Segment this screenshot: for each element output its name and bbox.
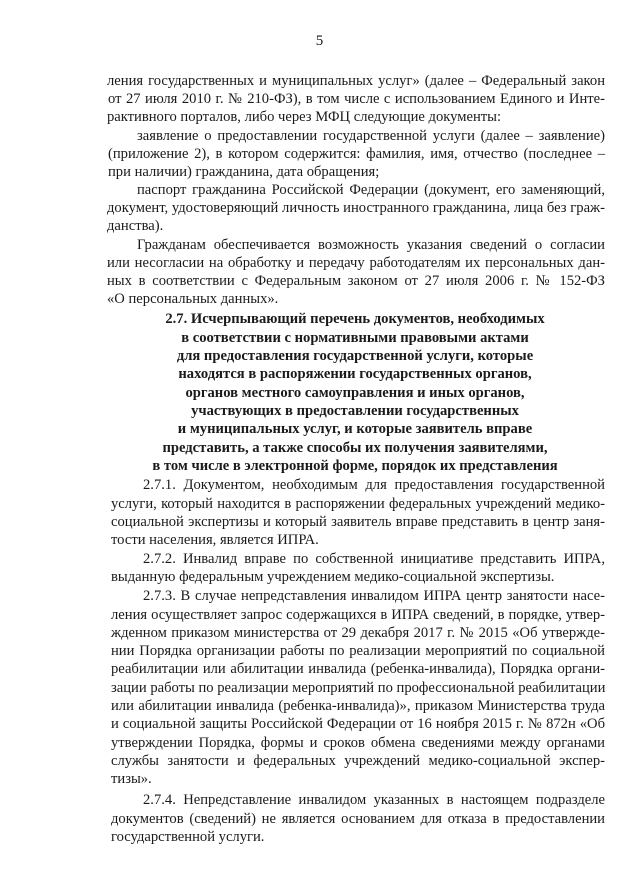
text-line: ных в соответствии с Федеральным законом от 27 июля 2006 г. № 152-ФЗ xyxy=(107,273,605,289)
text-line: 2.7.3. В случае непредставления инвалидом ИПРА центр занятости насе- xyxy=(143,588,605,604)
text-line: жденном приказом министерства от 29 декабря 2017 г. № 2015 «Об утвержде- xyxy=(111,625,605,641)
section-heading-line: находятся в распоряжении государственных органов, xyxy=(178,366,532,382)
text-line: 2.7.1. Документом, необходимым для предоставления государственной xyxy=(143,477,605,493)
section-heading-line: в том числе в электронной форме, порядок их представления xyxy=(152,458,558,474)
section-heading-line: и муниципальных услуг, и которые заявитель вправе xyxy=(177,421,533,437)
text-line: документов (сведений) не является основанием для отказа в предоставлении xyxy=(111,811,605,827)
section-heading-line: участвующих в предоставлении государственных xyxy=(191,403,519,419)
text-line: или абилитации инвалида (ребенка-инвалида)», приказом Министерства труда xyxy=(111,698,605,714)
text-line: заявление о предоставлении государственной услуги (далее – заявление) xyxy=(137,128,605,144)
text-line: социальной экспертизы и который заявитель вправе представить в центр заня- xyxy=(111,514,605,530)
text-line: тизы». xyxy=(111,771,152,787)
section-heading-line: органов местного самоуправления и иных органов, xyxy=(185,385,525,401)
text-line: данства). xyxy=(107,218,164,234)
text-line: или несогласии на обработку и передачу работодателям их персональных дан- xyxy=(107,255,605,271)
text-line: Гражданам обеспечивается возможность указания сведений о согласии xyxy=(137,237,605,253)
text-line: паспорт гражданина Российской Федерации (документ, его заменяющий, xyxy=(137,182,605,198)
text-line: реабилитации или абилитации инвалида (ребенка-инвалида), Порядка органи- xyxy=(111,661,605,677)
text-line: тости населения, является ИПРА. xyxy=(111,532,319,548)
page-number: 5 xyxy=(315,33,324,49)
section-heading-line: 2.7. Исчерпывающий перечень документов, необходимых xyxy=(165,311,545,327)
text-line: государственной услуги. xyxy=(111,829,265,845)
text-line: «О персональных данных». xyxy=(107,291,279,307)
text-line: и социальной защиты Российской Федерации от 16 ноября 2015 г. № 872н «Об xyxy=(111,716,605,732)
text-line: нии Порядка организации работы по реализации мероприятий по социальной xyxy=(111,643,605,659)
text-line: рактивного порталов, либо через МФЦ следующие документы: xyxy=(107,109,502,125)
text-line: утверждении Порядка, формы и сроков обмена сведениями между органами xyxy=(111,735,605,751)
text-line: услуги, который находится в распоряжении федеральных учреждений медико- xyxy=(111,496,605,512)
text-line: (приложение 2), в котором содержится: фамилия, имя, отчество (последнее – xyxy=(108,146,605,162)
section-heading-line: в соответствии с нормативными правовыми актами xyxy=(181,330,529,346)
text-line: документ, удостоверяющий личность иностранного гражданина, лица без граж- xyxy=(107,200,605,216)
text-line: 2.7.2. Инвалид вправе по собственной инициативе представить ИПРА, xyxy=(143,551,605,567)
text-line: от 27 июля 2010 г. № 210-ФЗ), в том числе с использованием Единого и Инте- xyxy=(108,91,605,107)
text-line: зации работы по реализации мероприятий по профессиональной реабилитации xyxy=(111,680,606,696)
text-line: службы занятости и федеральных учреждений медико-социальной экспер- xyxy=(111,753,605,769)
text-line: ления государственных и муниципальных услуг» (далее – Федеральный закон xyxy=(107,73,605,89)
section-heading-line: представить, а также способы их получения заявителями, xyxy=(162,440,548,456)
text-line: выданную федеральным учреждением медико-социальной экспертизы. xyxy=(111,569,555,585)
text-line: при наличии) гражданина, дата обращения; xyxy=(108,164,380,180)
text-line: 2.7.4. Непредставление инвалидом указанных в настоящем подразделе xyxy=(143,792,605,808)
section-heading-line: для предоставления государственной услуги, которые xyxy=(176,348,534,364)
text-line: ления осуществляет запрос содержащихся в ИПРА сведений, в порядке, утвер- xyxy=(111,607,605,623)
